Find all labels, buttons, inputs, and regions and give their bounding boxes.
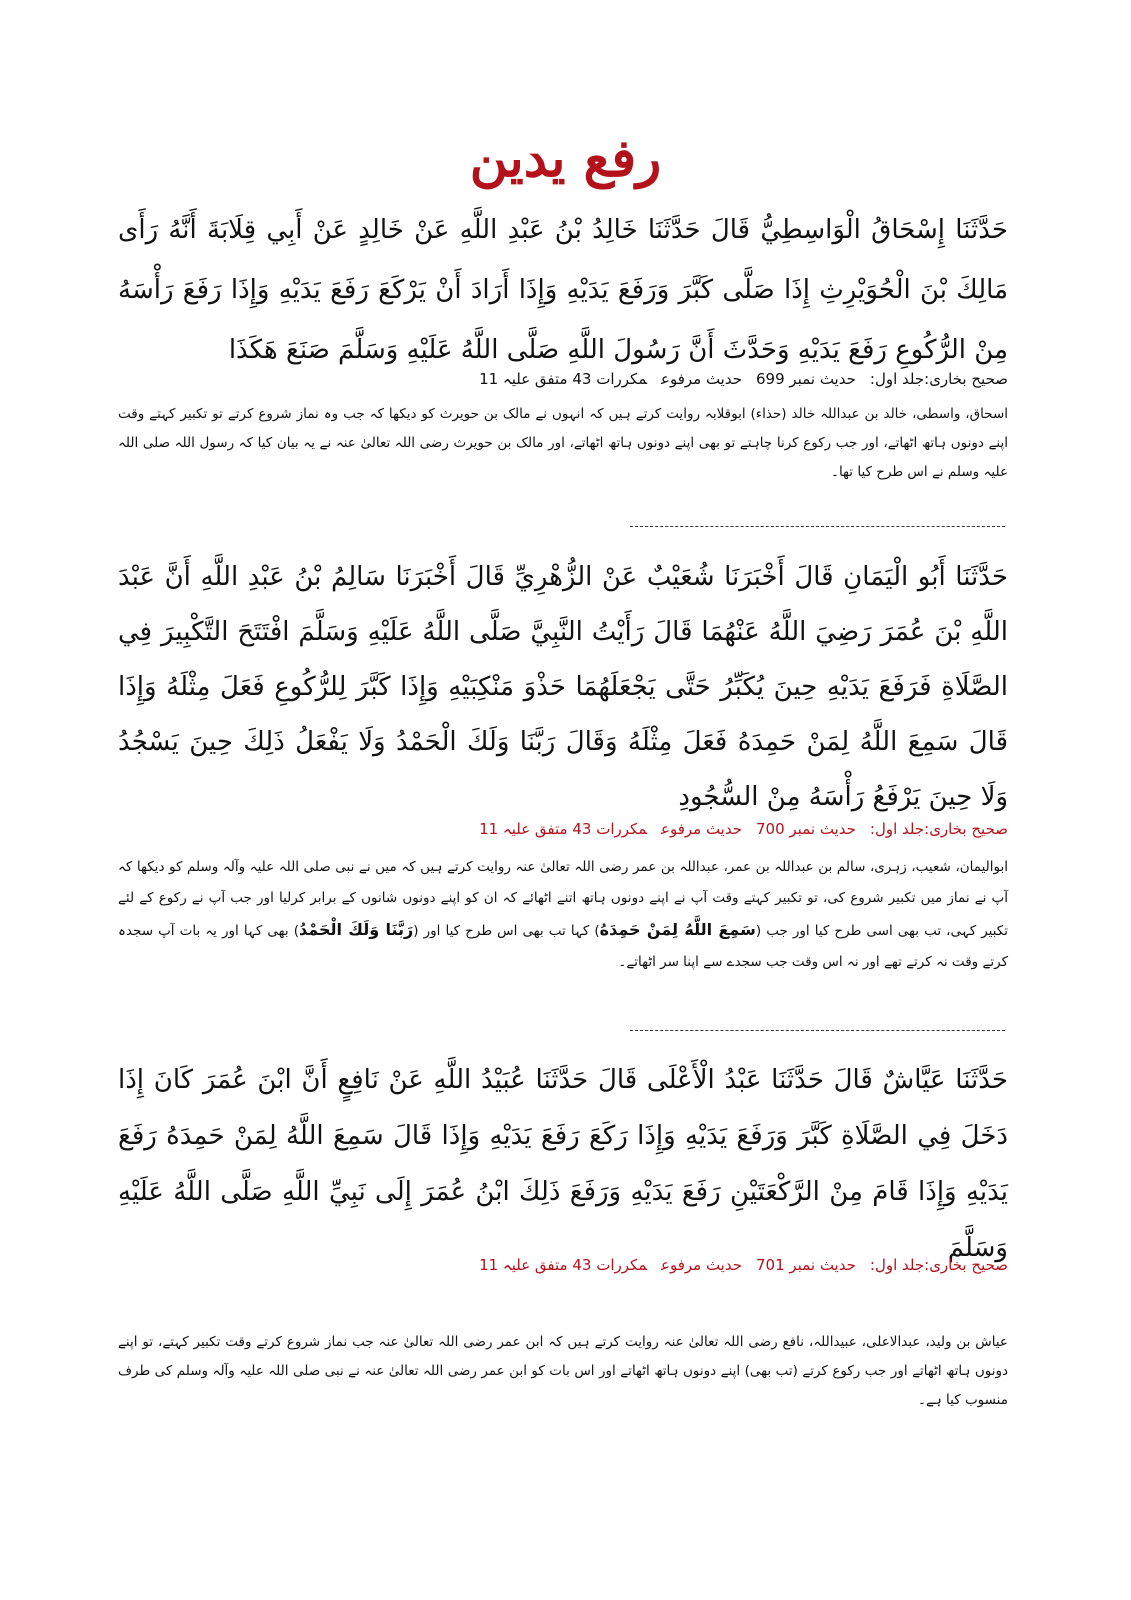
reference-repetitions: مکررات 43 متفق علیہ 11 [479, 370, 647, 388]
reference-hadith-number: حدیث نمبر 701 [756, 1256, 856, 1274]
reference-repetitions: مکررات 43 متفق علیہ 11 [479, 820, 647, 838]
reference-hadith-number: حدیث نمبر 700 [756, 820, 856, 838]
hadith-arabic-text: حَدَّثَنَا أَبُو الْيَمَانِ قَالَ أَخْبَرَنَا شُعَيْبٌ عَنْ الزُّهْرِيِّ قَالَ أَخْبَرَنَا سَالِمُ بْنُ عَبْدِ اللَّهِ أَنَّ عَبْدَ اللَّهِ بْنَ عُمَرَ رَضِيَ اللَّهُ عَنْهُمَا قَالَ رَأَيْتُ النَّبِيَّ صَلَّى اللَّهُ عَلَيْهِ وَسَلَّمَ افْتَتَحَ التَّكْبِيرَ فِي الصَّلَاةِ فَرَفَعَ يَدَيْهِ حِينَ يُكَبِّرُ حَتَّى يَجْعَلَهُمَا حَذْوَ مَنْكِبَيْهِ وَإِذَا كَبَّرَ لِلرُّكُوعِ فَعَلَ مِثْلَهُ وَإِذَا قَالَ سَمِعَ اللَّهُ لِمَنْ حَمِدَهُ فَعَلَ مِثْلَهُ وَقَالَ رَبَّنَا وَلَكَ الْحَمْدُ وَلَا يَفْعَلُ ذَلِكَ حِينَ يَسْجُدُ وَلَا حِينَ يَرْفَعُ رَأْسَهُ مِنْ السُّجُودِ [118, 562, 1008, 812]
hadith-reference [118, 820, 1008, 838]
hadith-urdu-translation: اسحاق، واسطی، خالد بن عبداللہ خالد (حذاء) ابوقلابہ روایت کرتے ہیں کہ انہوں نے مالک بن حویرث کو دیکھا کہ جب وہ نماز شروع کرتے تو تکبیر کہتے وقت اپنے دونوں ہاتھ اٹھاتے، اور جب رکوع کرنا چاہتے تو بھی اپنے دونوں ہاتھ اٹھاتے، اور مالک بن حویرث رضی اللہ تعالیٰ عنہ نے یہ بیان کیا کہ رسول اللہ صلی اللہ علیہ وسلم نے اس طرح کیا تھا۔ [118, 406, 1008, 480]
hadith-arabic-text: حَدَّثَنَا إِسْحَاقُ الْوَاسِطِيُّ قَالَ حَدَّثَنَا خَالِدُ بْنُ عَبْدِ اللَّهِ عَنْ خَالِدٍ عَنْ أَبِي قِلَابَةَ أَنَّهُ رَأَى مَالِكَ بْنَ الْحُوَيْرِثِ إِذَا صَلَّى كَبَّرَ وَرَفَعَ يَدَيْهِ وَإِذَا أَرَادَ أَنْ يَرْكَعَ رَفَعَ يَدَيْهِ وَإِذَا رَفَعَ رَأْسَهُ مِنْ الرُّكُوعِ رَفَعَ يَدَيْهِ وَحَدَّثَ أَنَّ رَسُولَ اللَّهِ صَلَّى اللَّهُ عَلَيْهِ وَسَلَّمَ صَنَعَ هَكَذَا [118, 215, 1008, 365]
reference-grade: حدیث مرفوع [661, 370, 742, 388]
hadith-urdu-translation: عیاش بن ولید، عبدالاعلی، عبیداللہ، نافع رضی اللہ تعالیٰ عنہ روایت کرتے ہیں کہ ابن عمر رضی اللہ تعالیٰ عنہ جب نماز شروع کرتے وقت تکبیر کہتے، تو اپنے دونوں ہاتھ اٹھاتے اور جب رکوع کرتے (تب بھی) اپنے دونوں ہاتھ اٹھاتے اور اس بات کو ابن عمر رضی اللہ تعالیٰ عنہ نے نبی صلی اللہ علیہ وآلہ وسلم کی طرف منسوب کیا ہے۔ [118, 1334, 1008, 1408]
arabic-quote: رَبَّنَا وَلَكَ الْحَمْدُ [298, 920, 414, 939]
translation-part: ابوالیمان، شعیب، زہری، سالم بن عبداللہ بن عمر، عبداللہ بن عمر رضی اللہ تعالیٰ عنہ روایت کرتے ہیں کہ میں نے نبی صلی اللہ علیہ وآلہ وسلم کو دیکھا کہ آپ نے نماز میں تکبیر شروع کی، تو تکبیر کہتے وقت آپ نے اپنے دونوں ہاتھ اتنے اٹھائے کہ ان کو اپنے دونوں شانوں کے برابر کرلیا اور جب آپ نے رکوع کے لئے تکبیر کہی، تب بھی اسی طرح کیا اور جب ( [118, 859, 1009, 939]
section-divider [630, 1030, 1005, 1031]
hadith-reference [118, 1256, 1008, 1274]
reference-book: صحیح بخاری:جلد اول: [869, 820, 1008, 838]
page-title: رفع یدین [469, 128, 662, 189]
reference-hadith-number: حدیث نمبر 699 [756, 370, 856, 388]
translation-part: ) کہا تب بھی اس طرح کیا اور ( [413, 923, 600, 939]
reference-book: صحیح بخاری:جلد اول: [869, 370, 1008, 388]
arabic-quote: سَمِعَ اللَّهُ لِمَنْ حَمِدَهُ [599, 920, 756, 939]
hadith-reference [118, 370, 1008, 388]
hadith-urdu-translation [118, 852, 1008, 978]
reference-repetitions: مکررات 43 متفق علیہ 11 [479, 1256, 647, 1274]
reference-grade: حدیث مرفوع [661, 1256, 742, 1274]
reference-book: صحیح بخاری:جلد اول: [869, 1256, 1008, 1274]
hadith-arabic-text: حَدَّثَنَا عَيَّاشٌ قَالَ حَدَّثَنَا عَبْدُ الْأَعْلَى قَالَ حَدَّثَنَا عُبَيْدُ اللَّهِ عَنْ نَافِعٍ أَنَّ ابْنَ عُمَرَ كَانَ إِذَا دَخَلَ فِي الصَّلَاةِ كَبَّرَ وَرَفَعَ يَدَيْهِ وَإِذَا رَكَعَ رَفَعَ يَدَيْهِ وَإِذَا قَالَ سَمِعَ اللَّهُ لِمَنْ حَمِدَهُ رَفَعَ يَدَيْهِ وَإِذَا قَامَ مِنْ الرَّكْعَتَيْنِ رَفَعَ يَدَيْهِ وَرَفَعَ ذَلِكَ ابْنُ عُمَرَ إِلَى نَبِيِّ اللَّهِ صَلَّى اللَّهُ عَلَيْهِ وَسَلَّمَ [118, 1065, 1008, 1263]
reference-grade: حدیث مرفوع [661, 820, 742, 838]
section-divider [630, 526, 1005, 527]
translation-part: ) بھی کہا اور یہ بات آپ سجدہ کرتے وقت نہ کرتے تھے اور نہ اس وقت جب سجدے سے اپنا سر اٹھاتے۔ [118, 923, 1008, 970]
